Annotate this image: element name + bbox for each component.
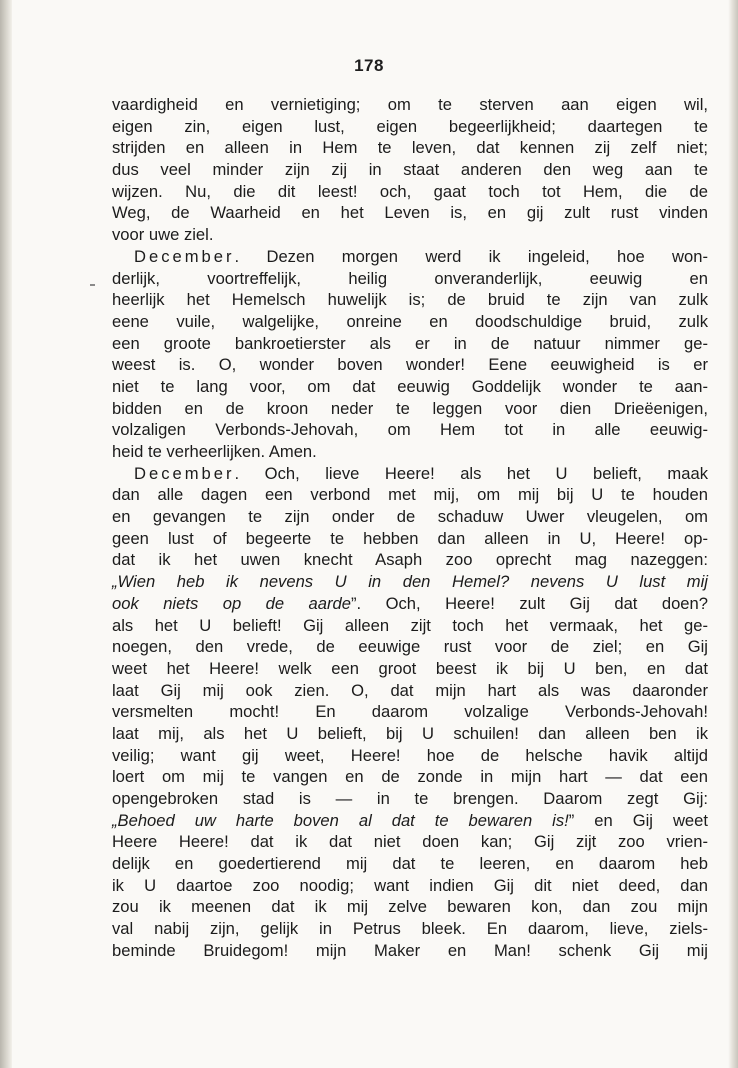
text-line [112,94,708,116]
margin-mark [90,284,95,286]
text-segment: eigen zin, eigen lust, eigen begeerlijkheid; daartegen te [112,116,708,136]
text-line [112,528,708,550]
text-segment: . Och, lieve Heere! als het U belieft, maak [234,463,708,483]
text-line [112,441,708,463]
text-segment: dus veel minder zijn zij in staat anderen den weg aan te [112,160,708,180]
text-line [112,333,708,355]
text-segment: noegen, den vrede, de eeuwige rust voor de ziel; en Gij [112,637,708,657]
text-line [112,137,708,159]
text-line [112,940,708,962]
text-segment: versmelten mocht! En daarom volzalige Verbonds-Jehovah! [112,702,708,722]
text-line [112,810,708,832]
text-segment: volzaligen Verbonds-Jehovah, om Hem tot in alle eeuwig- [112,420,708,440]
text-line [112,376,708,398]
text-line [112,896,708,918]
text-segment: eene vuile, walgelijke, onreine en doodschuldige bruid, zulk [112,311,708,331]
text-segment: vaardigheid en vernietiging; om te sterven aan eigen wil, [112,95,708,114]
text-segment: opengebroken stad is — in te brengen. Daarom zegt Gij: [112,789,708,808]
text-segment: een groote bankroetierster als er in de natuur nimmer ge- [112,333,708,353]
text-line [112,354,708,376]
text-line [112,202,708,224]
text-line [112,463,708,485]
text-segment: voor uwe ziel. [112,225,214,245]
text-line [112,419,708,441]
text-line [112,831,708,853]
text-segment: ik U daartoe zoo noodig; want indien Gij dit niet deed, dan [112,875,708,895]
text-segment: beminde Bruidegom! mijn Maker en Man! schenk Gij mij [112,940,708,960]
text-segment: laat Gij mij ook zien. O, dat mijn hart als was daaronder [112,680,708,700]
text-line [112,571,708,593]
text-line [112,701,708,723]
scripture-quote: ook niets op de aarde [112,593,351,613]
page-number: 178 [354,56,384,75]
date-heading: December [134,463,235,483]
text-segment: derlijk, voortreffelijk, heilig onveranderlijk, eeuwig en [112,268,708,288]
text-segment: Weg, de Waarheid en het Leven is, en gij zult rust vinden [112,203,708,223]
text-segment: als het U belieft! Gij alleen zijt toch het vermaak, het ge- [112,615,708,635]
text-line [112,593,708,615]
text-line [112,788,708,810]
text-segment: delijk en goedertierend mij dat te leeren, en daarom heb [112,854,708,874]
text-line [112,680,708,702]
scripture-quote: „Behoed uw harte boven al dat te bewaren is! [112,810,569,830]
text-line [112,268,708,290]
text-segment: weest is. O, wonder boven wonder! Eene eeuwigheid is er [112,355,708,375]
text-line [112,875,708,897]
text-line [112,766,708,788]
text-line [112,745,708,767]
text-segment: zou ik meenen dat ik mij zelve bewaren kon, dan zou mijn [112,897,708,917]
text-segment: dat ik het uwen knecht Asaph zoo oprecht mag nazeggen: [112,550,708,570]
text-segment: weet het Heere! welk een groot beest ik bij U ben, en dat [112,658,708,678]
text-segment: geen lust of begeerte te hebben dan alleen in U, Heere! op- [112,528,708,548]
text-line [112,484,708,506]
text-line [112,116,708,138]
body-text [112,94,708,962]
text-segment: strijden en alleen in Hem te leven, dat kennen zij zelf niet; [112,138,708,158]
text-segment: veilig; want gij weet, Heere! hoe de helsche havik altijd [112,745,708,765]
text-line [112,615,708,637]
text-line [112,159,708,181]
text-line [112,181,708,203]
text-segment: heid te verheerlijken. Amen. [112,442,317,461]
text-line [112,658,708,680]
text-line [112,506,708,528]
scripture-quote: „Wien heb ik nevens U in den Hemel? nevens U lust mij [112,572,708,592]
text-line [112,549,708,571]
date-heading: December [134,246,235,266]
text-segment: wijzen. Nu, die dit leest! och, gaat toch tot Hem, die de [112,181,708,201]
text-segment: val nabij zijn, gelijk in Petrus bleek. En daarom, lieve, ziels- [112,919,708,939]
text-line [112,398,708,420]
text-line [112,224,708,246]
text-segment: niet te lang voor, om dat eeuwig Goddelijk wonder te aan- [112,376,708,396]
text-segment: en gevangen te zijn onder de schaduw Uwer vleugelen, om [112,507,708,527]
text-line [112,246,708,268]
text-segment: heerlijk het Hemelsch huwelijk is; de bruid te zijn van zulk [112,290,708,310]
page-edge-left [0,0,12,1068]
text-segment: loert om mij te vangen en de zonde in mijn hart — dat een [112,767,708,787]
text-line [112,311,708,333]
text-line [112,918,708,940]
text-segment: . Dezen morgen werd ik ingeleid, hoe won- [234,246,708,266]
text-line [112,289,708,311]
text-segment: laat mij, als het U belieft, bij U schuilen! dan alleen ben ik [112,723,708,743]
text-line [112,853,708,875]
text-line [112,723,708,745]
text-segment: ” en Gij weet [568,810,708,830]
text-segment: dan alle dagen een verbond met mij, om mij bij U te houden [112,485,708,505]
text-line [112,636,708,658]
page-edge-right [728,0,738,1068]
text-segment: bidden en de kroon neder te leggen voor dien Drieëenigen, [112,398,708,418]
text-segment: ”. Och, Heere! zult Gij dat doen? [350,593,708,613]
text-segment: Heere Heere! dat ik dat niet doen kan; Gij zijt zoo vrien- [112,832,708,852]
